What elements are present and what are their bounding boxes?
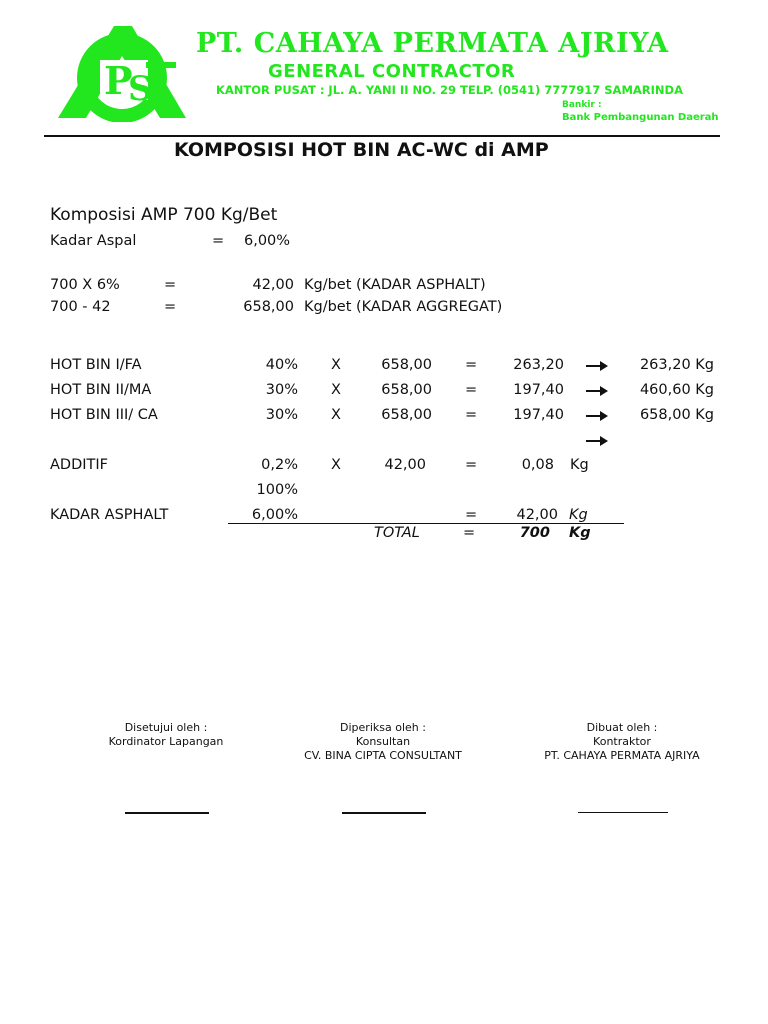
kadar-aspal-value: 6,00% — [244, 233, 291, 249]
additif-x: X — [331, 457, 341, 473]
signature-title: Konsultan — [355, 735, 411, 748]
svg-text:P: P — [104, 58, 133, 103]
total-eq: = — [463, 525, 476, 541]
additif-unit: Kg — [570, 457, 589, 473]
bank-label: Bankir : — [562, 100, 602, 110]
arrow-right-icon — [586, 436, 608, 446]
hot-bin-cumulative: 658,00 Kg — [639, 407, 714, 423]
hot-bin-result: 263,20 — [513, 357, 564, 373]
signature-role: Diperiksa oleh : — [340, 721, 426, 734]
signature-role: Disetujui oleh : — [124, 721, 208, 734]
header-divider — [44, 135, 720, 137]
signature-role: Dibuat oleh : — [586, 721, 658, 734]
hot-bin-name: HOT BIN II/MA — [50, 382, 152, 398]
total-divider — [228, 523, 624, 524]
calc-expr: 700 - 42 — [50, 299, 111, 315]
subtotal-pct: 100% — [256, 482, 298, 498]
kadar-aspal-eq: = — [212, 233, 225, 249]
calc-eq: = — [164, 299, 177, 315]
bank-name: Bank Pembangunan Daerah — [562, 112, 719, 123]
hot-bin-pct: 30% — [265, 407, 298, 423]
kadar-asphalt-unit: Kg — [569, 507, 588, 523]
calc-eq: = — [164, 277, 177, 293]
additif-result: 0,08 — [521, 457, 554, 473]
hot-bin-cumulative: 460,60 Kg — [639, 382, 714, 398]
arrow-right-icon — [586, 386, 608, 396]
signature-org: CV. BINA CIPTA CONSULTANT — [304, 749, 462, 762]
hot-bin-pct: 30% — [265, 382, 298, 398]
kadar-asphalt-name: KADAR ASPHALT — [50, 507, 169, 523]
total-value: 700 — [519, 525, 550, 541]
kadar-asphalt-eq: = — [465, 507, 478, 523]
calc-desc: Kg/bet (KADAR ASPHALT) — [304, 277, 486, 293]
signature-line — [125, 812, 209, 814]
company-address: KANTOR PUSAT : JL. A. YANI II NO. 29 TELP. (0541) 7777917 SAMARINDA — [216, 83, 683, 97]
additif-eq: = — [465, 457, 478, 473]
hot-bin-base: 658,00 — [381, 357, 432, 373]
hot-bin-result: 197,40 — [513, 407, 564, 423]
additif-pct: 0,2% — [261, 457, 298, 473]
signature-line — [342, 812, 426, 814]
calc-value: 42,00 — [252, 277, 294, 293]
calc-expr: 700 X 6% — [50, 277, 120, 293]
company-subtitle: GENERAL CONTRACTOR — [268, 61, 516, 82]
calc-desc: Kg/bet (KADAR AGGREGAT) — [304, 299, 503, 315]
signature-line — [578, 812, 668, 813]
signature-title: Kordinator Lapangan — [108, 735, 224, 748]
hot-bin-cumulative: 263,20 Kg — [639, 357, 714, 373]
company-logo — [56, 22, 191, 122]
additif-name: ADDITIF — [50, 457, 108, 473]
hot-bin-eq: = — [465, 382, 478, 398]
section-title: Komposisi AMP 700 Kg/Bet — [50, 205, 278, 225]
total-label: TOTAL — [374, 525, 420, 541]
hot-bin-name: HOT BIN I/FA — [50, 357, 142, 373]
company-name: PT. CAHAYA PERMATA AJRIYA — [196, 28, 669, 59]
hot-bin-base: 658,00 — [381, 407, 432, 423]
hot-bin-name: HOT BIN III/ CA — [50, 407, 158, 423]
kadar-aspal-label: Kadar Aspal — [50, 233, 137, 249]
hot-bin-base: 658,00 — [381, 382, 432, 398]
arrow-right-icon — [586, 411, 608, 421]
hot-bin-result: 197,40 — [513, 382, 564, 398]
kadar-asphalt-pct: 6,00% — [251, 507, 298, 523]
hot-bin-eq: = — [465, 357, 478, 373]
hot-bin-x: X — [331, 382, 341, 398]
additif-base: 42,00 — [384, 457, 426, 473]
hot-bin-pct: 40% — [265, 357, 298, 373]
calc-value: 658,00 — [243, 299, 294, 315]
signature-org: PT. CAHAYA PERMATA AJRIYA — [544, 749, 700, 762]
signature-title: Kontraktor — [593, 735, 651, 748]
total-unit: Kg — [569, 525, 591, 541]
arrow-right-icon — [586, 361, 608, 371]
hot-bin-x: X — [331, 407, 341, 423]
hot-bin-eq: = — [465, 407, 478, 423]
svg-text:S: S — [128, 69, 153, 109]
kadar-asphalt-result: 42,00 — [516, 507, 558, 523]
document-title: KOMPOSISI HOT BIN AC-WC di AMP — [174, 139, 549, 161]
hot-bin-x: X — [331, 357, 341, 373]
